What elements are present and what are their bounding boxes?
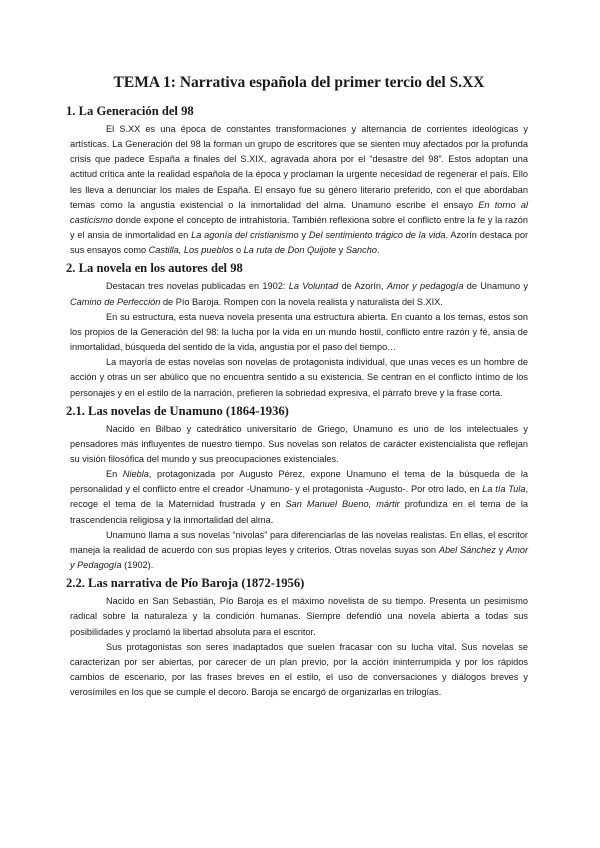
paragraph [70,122,528,258]
section-heading: 2.1. Las novelas de Unamuno (1864-1936) [66,403,289,418]
document-title: TEMA 1: Narrativa española del primer tercio del S.XX [113,74,485,91]
text-run: . Azorín destaca por sus ensayos como [70,230,528,256]
document-page [66,74,529,702]
text-run: El S.XX es una época de constantes transformaciones y alternancia de corrientes ideológicas y artísticas. La Generación del 98 la forman un grupo de escritores que se sienten muy afectados por la profunda crisis que padece España a finales del S.XIX, agravada ahora por el “desastre del 98”. Estos adoptan una actitud crítica ante la realidad española de la época y proclaman la urgente necesidad de regenerar el país. Ello les lleva a denunciar los males de España. El ensayo fue su género literario preferido, con el que abordaban temas como la angustia existencial o la inmortalidad del alma. Unamuno escribe el ensayo [70,124,528,210]
text-run: o [233,245,244,256]
text-run: La mayoría de estas novelas son novelas de protagonista individual, que unas veces es un hombre de acción y otras un ser abúlico que no encuentra sentido a su existencia. Se centran en el conflicto íntimo de los personajes y en el estilo de la narración, prefieren la sobriedad expresiva, el párrafo breve y la frase corta. [70,357,528,398]
text-run: profundiza en el tema de la trascendencia religiosa y la inmortalidad del alma. [70,499,529,525]
document-body [66,103,529,702]
paragraph [70,355,528,400]
section-heading: 2.2. Las narrativa de Pío Baroja (1872-1956) [66,576,305,591]
italic-title: La ruta de Don Quijote [243,245,337,256]
italic-title: Del sentimiento trágico de la vida [308,230,446,241]
italic-title: Niebla [122,469,149,480]
paragraph [70,528,528,573]
paragraph [70,467,528,528]
text-run: (1902). [121,560,154,571]
text-run: Nacido en Bilbao y catedrático universitario de Griego, Unamuno es uno de los intelectuales y pensadores más influyentes de nuestro tiempo. Sus novelas son relatos de carácter existencialista que reflejan su visión filosófica del mundo y sus preocupaciones existenciales. [70,423,528,464]
italic-title: Amor y pedagogía [386,281,464,292]
text-run: y [495,544,507,555]
italic-title: Castilla, Los pueblos [148,245,234,256]
italic-title: La agonía del cristianismo [191,230,299,241]
italic-title: Abel Sánchez [438,544,496,555]
text-run: Destacan tres novelas publicadas en 1902: [106,281,289,292]
paragraph [70,279,528,309]
italic-title: La tía Tula [482,484,526,495]
text-run: donde expone el concepto de intrahistoria. También reflexiona sobre el conflicto entre la fe y la razón y el ansia de inmortalidad en [70,214,528,241]
italic-title: Amor y Pedagogía [70,544,529,571]
section-heading: 1. La Generación del 98 [66,104,194,118]
italic-title: En torno al casticismo [70,199,528,225]
italic-title: La Voluntad [288,281,339,292]
text-run: Sus protagonistas son seres inadaptados que suelen fracasar con su lucha vital. Sus novelas se caracterizan por ser abiertas, por carecer de un plan previo, por la acción ininterrumpida y por los rápidos cambios de escenario, por las frases breves en el estilo, el uso de conversaciones y diálogos breves y verosímiles en los que se cumple el decoro. Baroja se encargó de organizarlas en trilogías. [70,641,528,698]
paragraph [70,422,528,467]
text-run: Unamuno llama a sus novelas “nivolas” para diferenciarlas de las novelas realistas. En ellas, el escritor maneja la realidad de acuerdo con sus propias leyes y criterios. Otras novelas suyas son [70,529,528,555]
italic-title: San Manuel Bueno, mártir [285,499,400,510]
text-run: de Azorín, [338,281,387,292]
paragraph [70,640,528,701]
text-run: de Pío Baroja. Rompen con la novela realista y naturalista del S.XIX. [160,296,443,307]
text-run: , protagonizada por Augusto Pérez, expone Unamuno el tema de la búsqueda de la personalidad y el conflicto entre el creador -Unamuno- y el protagonista -Augusto-. Por otro lado, en [70,469,528,495]
paragraph [70,310,528,355]
text-run: Nacido en San Sebastián, Pío Baroja es el máximo novelista de su tiempo. Presenta un pesimismo radical sobre la naturaleza y la condición humanas. Siempre defendió una novela abierta a todas sus posibilidades y proclamó la libertad absoluta para el escritor. [70,596,528,637]
text-run: En su estructura, esta nueva novela presenta una estructura abierta. En cuanto a los temas, estos son los propios de la Generación del 98: la lucha por la vida en un mundo hostil, conflicto entre razón y fé, ansia de inmortalidad, búsqueda del sentido de la vida, angustia por el paso del tiempo… [70,311,528,353]
italic-title: Camino de Perfección [70,296,161,307]
text-run: En [106,469,123,480]
text-run: de Unamuno y [463,281,529,292]
italic-title: Sancho [345,245,377,256]
text-run: , recoge el tema de la Maternidad frustrada y en [70,484,528,510]
text-run: y [336,245,346,256]
paragraph [70,594,528,639]
text-run: y [298,230,309,241]
text-run: . [376,245,380,256]
section-heading: 2. La novela en los autores del 98 [66,261,243,276]
